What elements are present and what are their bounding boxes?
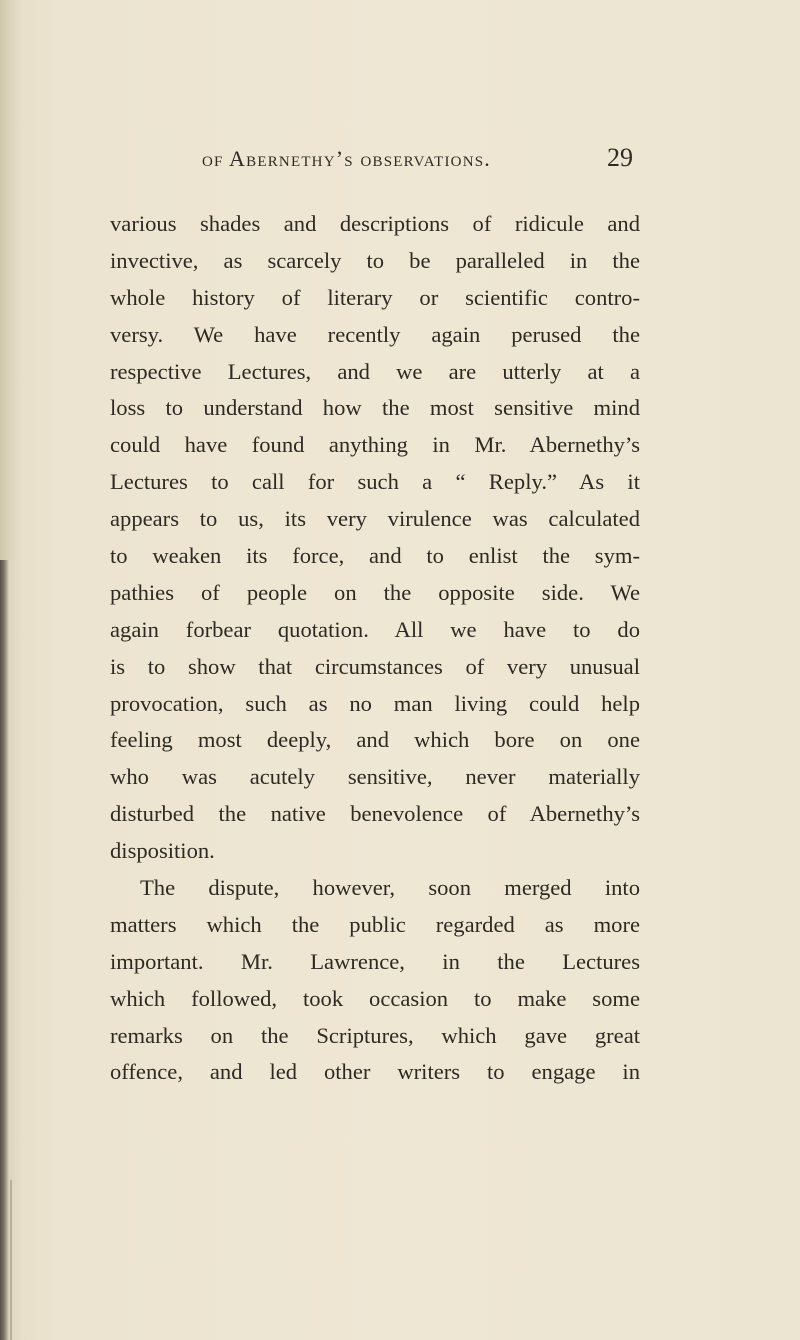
- page-number: 29: [607, 143, 633, 172]
- text-line: remarks on the Scriptures, which gave great: [110, 1022, 640, 1048]
- text-line: to weaken its force, and to enlist the sym-: [110, 543, 640, 569]
- text-line: which followed, took occasion to make some: [110, 985, 640, 1011]
- text-line: provocation, such as no man living could help: [110, 690, 640, 716]
- running-title: of Abernethy’s observations.: [202, 146, 491, 171]
- text-line: who was acutely sensitive, never materially: [110, 764, 640, 790]
- text-line: disturbed the native benevolence of Abernethy’s: [110, 801, 640, 827]
- text-line-paragraph-end: disposition.: [110, 838, 215, 864]
- text-line: whole history of literary or scientific contro-: [110, 284, 640, 310]
- text-line: appears to us, its very virulence was calculated: [110, 506, 640, 532]
- text-line: loss to understand how the most sensitive mind: [110, 395, 640, 421]
- text-line: various shades and descriptions of ridicule and: [110, 211, 640, 236]
- text-line: feeling most deeply, and which bore on one: [110, 727, 640, 753]
- text-line: respective Lectures, and we are utterly at a: [110, 358, 640, 384]
- text-line: invective, as scarcely to be paralleled in the: [110, 247, 640, 273]
- binding-gutter-shadow: [0, 560, 9, 1340]
- text-line: offence, and led other writers to engage in: [110, 1059, 640, 1085]
- text-line: pathies of people on the opposite side. We: [110, 579, 640, 605]
- text-line-paragraph-start: The dispute, however, soon merged into: [140, 875, 640, 901]
- binding-gutter-line: [10, 1180, 12, 1340]
- text-line: versy. We have recently again perused the: [110, 321, 640, 347]
- body-text: [110, 206, 640, 1091]
- text-line: matters which the public regarded as more: [110, 911, 640, 937]
- text-line: again forbear quotation. All we have to do: [110, 616, 640, 642]
- running-head: [0, 143, 800, 186]
- text-line: important. Mr. Lawrence, in the Lectures: [110, 948, 640, 974]
- text-line: could have found anything in Mr. Abernethy’s: [110, 432, 640, 458]
- text-line: Lectures to call for such a “ Reply.” As it: [110, 469, 640, 495]
- text-line: is to show that circumstances of very unusual: [110, 653, 640, 679]
